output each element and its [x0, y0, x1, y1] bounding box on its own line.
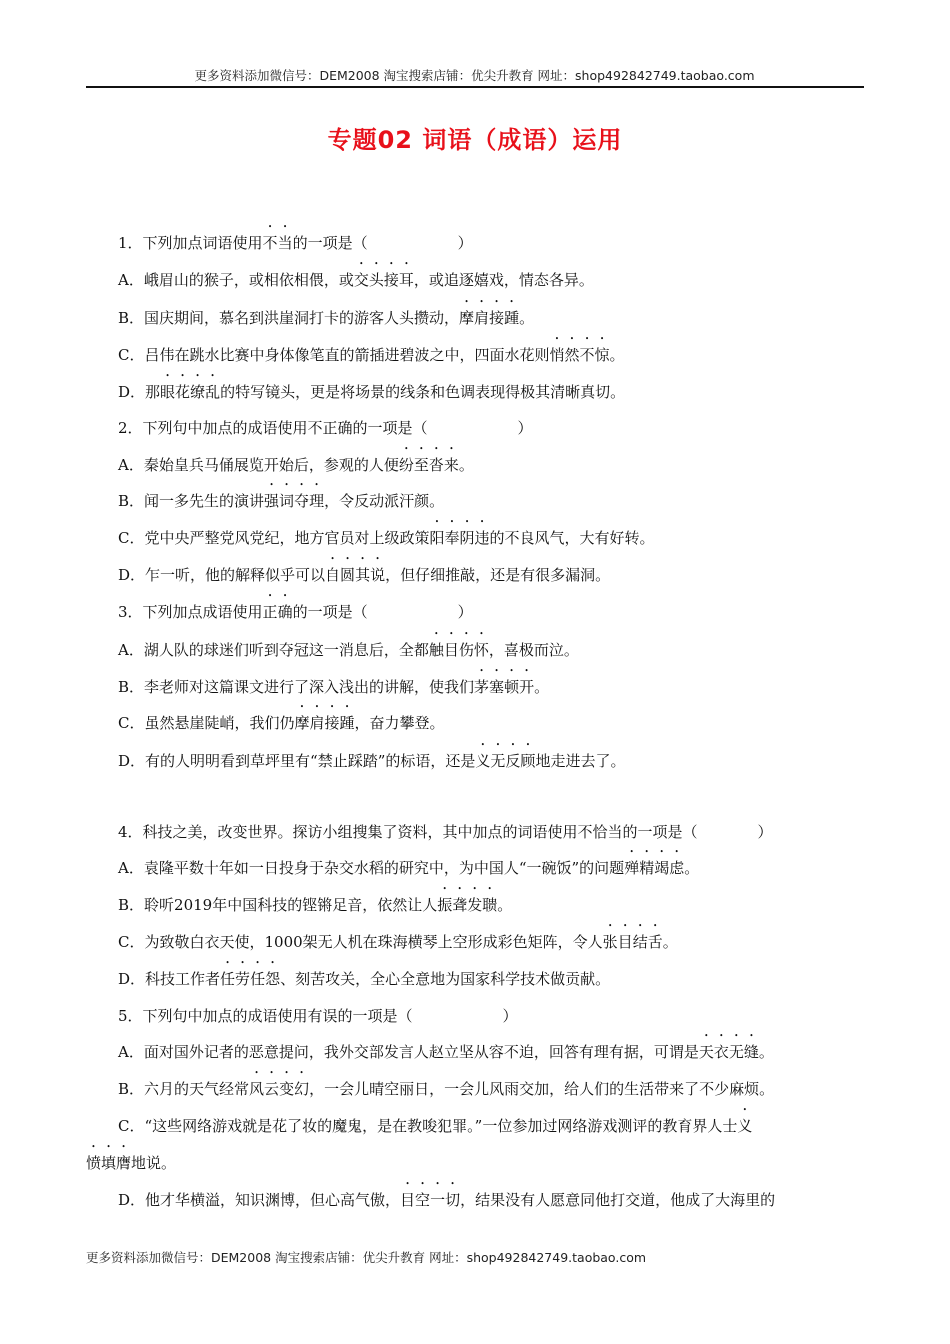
text-segment: C．吕伟在跳水比赛中身体像笔直的箭插进碧波之中，四面水花则	[118, 346, 550, 364]
text-segment: C．党中央严整党风党纪，地方官员对上级政策	[118, 529, 430, 547]
text-segment: B．国庆期间，慕名到洪崖洞打卡的游客人头攒动，	[118, 309, 460, 327]
text-line	[118, 858, 699, 878]
text-segment: 5．下列句中加点的成语使用有误的一项是（ ）	[118, 1007, 518, 1025]
header-divider	[86, 86, 864, 88]
emphasized-phrase: 自圆其说	[325, 566, 386, 584]
text-segment: 。	[458, 456, 474, 474]
emphasized-phrase: 任劳任怨	[220, 970, 281, 988]
text-segment: D．他才华横溢，知识渊博，但心高气傲，	[118, 1191, 401, 1209]
text-segment: B．聆听2019年中国科技的铿锵足音，依然让人	[118, 896, 438, 914]
emphasized-phrase: 殚精竭虑	[624, 859, 685, 877]
text-segment: A．峨眉山的猴子，或相依相偎，或	[118, 271, 354, 289]
emphasized-phrase: 触目伤怀	[428, 641, 489, 659]
text-line	[118, 822, 773, 842]
emphasized-phrase: 不当	[262, 234, 293, 252]
text-segment: ，但仔细推敲，还是有很多漏洞。	[385, 566, 611, 584]
emphasized-phrase: 风云变幻	[249, 1080, 310, 1098]
text-line	[118, 308, 534, 328]
emphasized-phrase: 眼花缭乱	[160, 383, 221, 401]
text-segment: 3．下列加点成语使用	[118, 603, 263, 621]
text-line	[118, 491, 444, 511]
emphasized-phrase: 悄然不惊	[549, 346, 610, 364]
text-line	[118, 1079, 774, 1099]
emphasized-phrase: 目空一切	[400, 1191, 461, 1209]
emphasized-phrase: 振聋发聩	[437, 896, 498, 914]
text-segment: 的不良风气，大有好转。	[489, 529, 655, 547]
text-segment: ，一会儿晴空丽日，一会儿风雨交加，给人们的生活带来了不少麻烦。	[309, 1080, 775, 1098]
text-segment: C．为致敬白衣天使，1000架无人机在珠海横琴上空形成彩色矩阵，令人	[118, 933, 603, 951]
text-line	[118, 345, 625, 365]
text-segment: 。	[609, 346, 625, 364]
text-segment: 的一项是（ ）	[292, 603, 473, 621]
text-segment: D．科技工作者	[118, 970, 221, 988]
text-segment: A．秦始皇兵马俑展览开始后，参观的人便	[118, 456, 399, 474]
text-segment: ，或追逐嬉戏，情态各异。	[413, 271, 594, 289]
text-segment: A．湖人队的球迷们听到夺冠这一消息后，全都	[118, 641, 429, 659]
text-segment: B．六月的天气经常	[118, 1080, 250, 1098]
text-segment: 地说。	[131, 1154, 177, 1172]
text-segment: ，结果没有人愿意同他打交道，他成了大海里的	[460, 1191, 776, 1209]
emphasized-phrase: 义	[737, 1117, 753, 1135]
text-segment: 地走进去了。	[535, 752, 626, 770]
emphasized-phrase: 摩肩接踵	[459, 309, 520, 327]
emphasized-phrase: 强词夺理	[264, 492, 325, 510]
text-line	[118, 1116, 752, 1136]
text-line	[118, 455, 474, 475]
text-segment: 2．下列句中加点的成语使用不正确的一项是（ ）	[118, 419, 533, 437]
emphasized-phrase: 义无反顾	[475, 752, 536, 770]
text-line	[86, 1153, 176, 1173]
emphasized-phrase: 正确	[262, 603, 293, 621]
text-segment: ，喜极而泣。	[488, 641, 579, 659]
text-line	[118, 969, 610, 989]
text-line	[118, 677, 549, 697]
text-segment: 的一项是（ ）	[292, 234, 473, 252]
text-line	[118, 713, 445, 733]
text-segment: A．袁隆平数十年如一日投身于杂交水稻的研究中，为中国人“一碗饭”的问题	[118, 859, 625, 877]
text-line	[118, 233, 473, 253]
text-segment: 。	[758, 1043, 774, 1061]
emphasized-phrase: 茅塞顿开	[474, 678, 535, 696]
text-line	[118, 1190, 775, 1210]
emphasized-phrase: 天衣无缝	[698, 1043, 759, 1061]
text-line	[118, 528, 655, 548]
emphasized-phrase: 阳奉阴违	[429, 529, 490, 547]
text-segment: ，令反动派汗颜。	[324, 492, 445, 510]
text-segment: A．面对国外记者的恶意提问，我外交部发言人赵立坚从容不迫，回答有理有据，可谓是	[118, 1043, 699, 1061]
text-segment: 。	[684, 859, 700, 877]
text-segment: 4．科技之美，改变世界。探访小组搜集了资料，其中加点的词语使用不恰当的一项是（ ）	[118, 823, 773, 841]
text-line	[118, 1006, 518, 1026]
text-segment: B．李老师对这篇课文进行了深入浅出的讲解，使我们	[118, 678, 475, 696]
text-line	[118, 602, 473, 622]
text-line	[118, 751, 625, 771]
text-segment: 。	[519, 309, 535, 327]
text-segment: D．有的人明明看到草坪里有“禁止踩踏”的标语，还是	[118, 752, 476, 770]
text-segment: D．乍一听，他的解释似乎可以	[118, 566, 326, 584]
text-line	[118, 418, 533, 438]
emphasized-phrase: 张目结舌	[602, 933, 663, 951]
text-segment: D．那	[118, 383, 161, 401]
emphasized-phrase: 摩肩接踵	[294, 714, 355, 732]
text-segment: B．闻一多先生的演讲	[118, 492, 265, 510]
emphasized-phrase: 纷至沓来	[398, 456, 459, 474]
text-line	[118, 895, 512, 915]
page-title: 专题02 词语（成语）运用	[327, 126, 623, 154]
text-line	[118, 565, 610, 585]
page-footer: 更多资料添加微信号：DEM2008 淘宝搜索店铺：优尖升教育 网址：shop492842749.taobao.com	[86, 1250, 647, 1265]
text-segment: 。	[534, 678, 550, 696]
text-segment: 。	[662, 933, 678, 951]
text-line	[118, 1042, 774, 1062]
emphasized-phrase: 交头接耳	[353, 271, 414, 289]
text-line	[118, 640, 579, 660]
text-segment: ，奋力攀登。	[354, 714, 445, 732]
text-segment: C．“这些网络游戏就是花了妆的魔鬼，是在教唆犯罪。”一位参加过网络游戏测评的教育界人士	[118, 1117, 738, 1135]
text-line	[118, 270, 594, 290]
text-segment: 1．下列加点词语使用	[118, 234, 263, 252]
text-segment: 的特写镜头，更是将场景的线条和色调表现得极其清晰真切。	[220, 383, 626, 401]
page-header: 更多资料添加微信号：DEM2008 淘宝搜索店铺：优尖升教育 网址：shop492842749.taobao.com	[194, 68, 755, 83]
emphasized-phrase: 愤填膺	[86, 1154, 132, 1172]
text-line	[118, 382, 625, 402]
text-segment: 。	[497, 896, 513, 914]
text-line	[118, 932, 678, 952]
text-segment: C．虽然悬崖陡峭，我们仍	[118, 714, 295, 732]
text-segment: 、刻苦攻关，全心全意地为国家科学技术做贡献。	[280, 970, 611, 988]
